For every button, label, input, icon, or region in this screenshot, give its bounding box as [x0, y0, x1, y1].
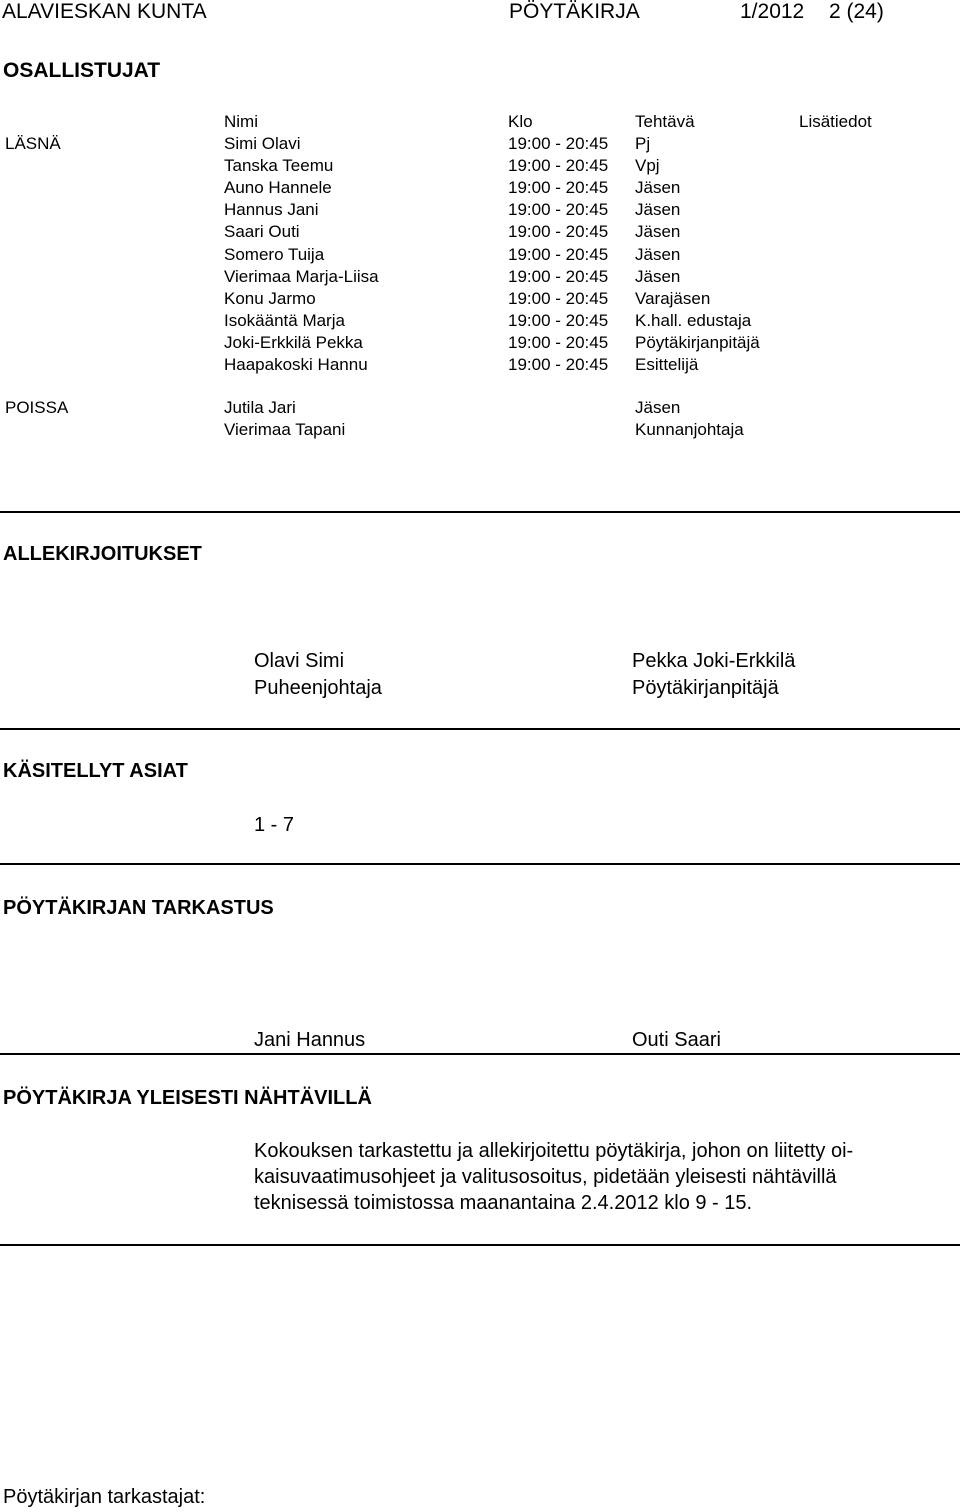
- participant-time: 19:00 - 20:45: [508, 244, 609, 264]
- participant-time: 19:00 - 20:45: [508, 200, 609, 220]
- participant-time: 19:00 - 20:45: [508, 310, 609, 330]
- secretary-role: Pöytäkirjanpitäjä: [632, 677, 779, 699]
- participant-time: 19:00 - 20:45: [508, 178, 609, 198]
- absent-role: Jäsen: [635, 398, 681, 417]
- participant-name: Simi Olavi: [224, 134, 301, 153]
- participant-row: [0, 155, 960, 177]
- participant-time: 19:00 - 20:45: [508, 222, 609, 242]
- participant-role: Jäsen: [635, 178, 681, 198]
- matters-range: 1 - 7: [254, 814, 295, 836]
- section-divider: [0, 728, 960, 730]
- public-display-line: kaisuvaatimusohjeet ja valitusosoitus, pidetään yleisesti nähtävillä: [254, 1166, 837, 1188]
- absent-role: Kunnanjohtaja: [635, 420, 744, 440]
- column-header-notes: Lisätiedot: [799, 112, 872, 131]
- municipality-name: ALAVIESKAN KUNTA: [2, 0, 207, 23]
- participant-role: Jäsen: [635, 266, 681, 286]
- matters-title: KÄSITELLYT ASIAT: [3, 760, 188, 782]
- participant-name: Vierimaa Marja-Liisa: [224, 266, 379, 286]
- participant-row: [0, 354, 960, 376]
- column-header-time: Klo: [508, 112, 533, 131]
- chair-name: Olavi Simi: [254, 650, 345, 672]
- section-divider: [0, 863, 960, 865]
- participant-row: [0, 177, 960, 199]
- participants-column-headers: [0, 111, 960, 133]
- participant-name: Joki-Erkkilä Pekka: [224, 332, 363, 352]
- participant-row: [0, 221, 960, 243]
- participant-row: [0, 244, 960, 266]
- document-type: PÖYTÄKIRJA: [509, 0, 640, 23]
- absent-row: [0, 397, 960, 419]
- participant-name: Somero Tuija: [224, 244, 325, 264]
- participant-time: 19:00 - 20:45: [508, 332, 609, 352]
- participant-name: Saari Outi: [224, 222, 300, 242]
- reviewers-label: Pöytäkirjan tarkastajat:: [3, 1486, 206, 1508]
- participant-name: Tanska Teemu: [224, 156, 334, 176]
- participant-time: 19:00 - 20:45: [508, 134, 609, 153]
- absent-row: [0, 419, 960, 441]
- participant-time: 19:00 - 20:45: [508, 266, 609, 286]
- participant-time: 19:00 - 20:45: [508, 156, 609, 176]
- public-display-line: Kokouksen tarkastettu ja allekirjoitettu pöytäkirja, johon on liitetty oi-: [254, 1140, 854, 1162]
- present-label: LÄSNÄ: [5, 134, 61, 153]
- reviewer-2-name: Outi Saari: [632, 1029, 721, 1051]
- participant-role: Jäsen: [635, 244, 681, 264]
- participant-row: [0, 199, 960, 221]
- document-number: 1/2012: [740, 0, 805, 23]
- public-display-text: [254, 1138, 954, 1216]
- participant-row: [0, 288, 960, 310]
- participant-row: [0, 266, 960, 288]
- absent-name: Vierimaa Tapani: [224, 420, 346, 440]
- section-divider: [0, 1244, 960, 1246]
- participant-name: Haapakoski Hannu: [224, 355, 368, 374]
- participants-title: OSALLISTUJAT: [3, 59, 161, 82]
- participant-role: Jäsen: [635, 200, 681, 220]
- section-divider: [0, 511, 960, 513]
- signatures-title: ALLEKIRJOITUKSET: [3, 543, 202, 565]
- reviewer-1-name: Jani Hannus: [254, 1029, 366, 1051]
- participant-time: 19:00 - 20:45: [508, 355, 609, 374]
- public-display-title: PÖYTÄKIRJA YLEISESTI NÄHTÄVILLÄ: [3, 1087, 372, 1109]
- participant-name: Isokääntä Marja: [224, 310, 345, 330]
- participant-time: 19:00 - 20:45: [508, 288, 609, 308]
- absent-label: POISSA: [5, 398, 69, 417]
- participant-role: Vpj: [635, 156, 660, 176]
- participant-role: Varajäsen: [635, 288, 711, 308]
- chair-role: Puheenjohtaja: [254, 677, 382, 699]
- participant-row: [0, 133, 960, 155]
- column-header-name: Nimi: [224, 112, 258, 131]
- participant-role: Jäsen: [635, 222, 681, 242]
- participant-role: Esittelijä: [635, 355, 699, 374]
- participant-name: Konu Jarmo: [224, 288, 316, 308]
- page-number: 2 (24): [829, 0, 884, 23]
- participant-role: Pöytäkirjanpitäjä: [635, 332, 760, 352]
- absent-name: Jutila Jari: [224, 398, 296, 417]
- review-title: PÖYTÄKIRJAN TARKASTUS: [3, 897, 274, 919]
- participant-row: [0, 332, 960, 354]
- participant-role: K.hall. edustaja: [635, 310, 752, 330]
- public-display-line: teknisessä toimistossa maanantaina 2.4.2012 klo 9 - 15.: [254, 1192, 753, 1214]
- participant-row: [0, 310, 960, 332]
- participant-name: Auno Hannele: [224, 178, 332, 198]
- secretary-name: Pekka Joki-Erkkilä: [632, 650, 796, 672]
- participant-role: Pj: [635, 134, 651, 153]
- column-header-role: Tehtävä: [635, 112, 695, 131]
- section-divider: [0, 1053, 960, 1055]
- participant-name: Hannus Jani: [224, 200, 319, 220]
